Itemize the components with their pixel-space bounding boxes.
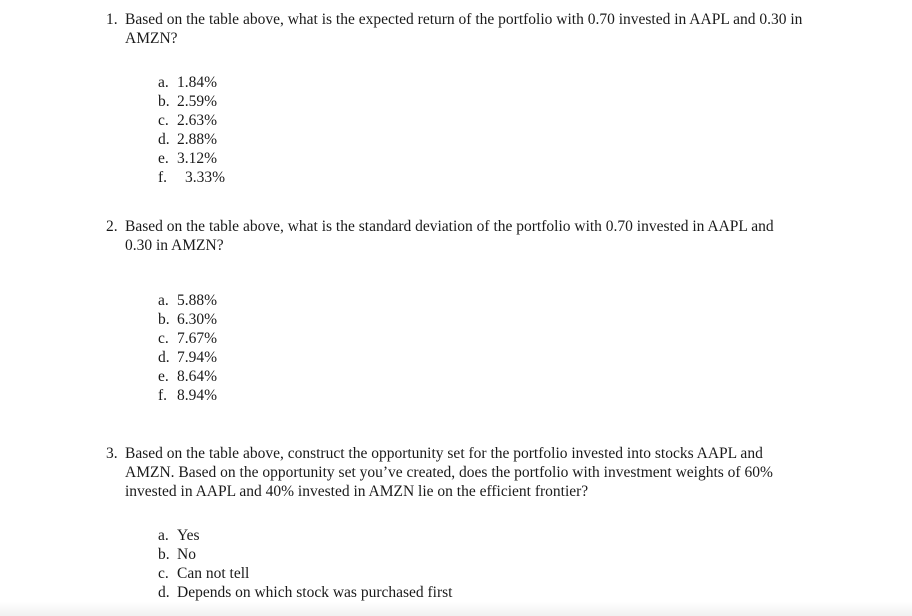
question-1 <box>106 10 806 187</box>
question-number: 1. <box>106 11 118 28</box>
option-letter: e. <box>158 150 169 167</box>
question-text: Based on the table above, what is the standard deviation of the portfolio with 0.70 invested in AAPL and 0.30 in AMZN? <box>125 218 774 254</box>
question-1-prompt <box>106 10 806 48</box>
option-text: Yes <box>177 527 200 544</box>
option-text: 2.88% <box>177 131 218 148</box>
question-3 <box>106 444 806 602</box>
question-number: 2. <box>106 218 118 235</box>
question-2-prompt <box>106 217 806 255</box>
option-text: 8.94% <box>177 387 218 404</box>
option-letter: c. <box>158 112 169 129</box>
option-letter: a. <box>158 292 169 309</box>
option-text: 3.33% <box>185 169 226 186</box>
option-letter: a. <box>158 527 169 544</box>
option-letter: b. <box>158 546 170 563</box>
option-text: 5.88% <box>177 292 218 309</box>
question-2 <box>106 217 806 405</box>
option-text: Can not tell <box>177 565 250 582</box>
option-text: 1.84% <box>177 74 218 91</box>
option-e <box>158 149 806 168</box>
option-letter: a. <box>158 74 169 91</box>
option-text: Depends on which stock was purchased first <box>177 584 453 601</box>
question-text: Based on the table above, construct the opportunity set for the portfolio invested into stocks AAPL and AMZN. Based on the opportunity set you’ve created, does the portfolio with investment weights of 60% invested in AAPL and 40% invested in AMZN lie on the efficient frontier? <box>125 445 773 500</box>
question-number: 3. <box>106 445 118 462</box>
option-f <box>158 386 806 405</box>
option-letter: b. <box>158 93 170 110</box>
option-a <box>158 526 806 545</box>
option-letter: f. <box>158 387 168 404</box>
option-d <box>158 130 806 149</box>
option-e <box>158 367 806 386</box>
option-b <box>158 310 806 329</box>
option-text: No <box>177 546 196 563</box>
option-text: 2.63% <box>177 112 218 129</box>
option-text: 2.59% <box>177 93 218 110</box>
answer-options <box>158 291 806 405</box>
option-b <box>158 545 806 564</box>
page-bottom-edge <box>0 602 912 616</box>
option-f <box>158 168 806 187</box>
answer-options <box>158 526 806 602</box>
option-text: 6.30% <box>177 311 218 328</box>
option-c <box>158 564 806 583</box>
question-3-prompt <box>106 444 806 501</box>
option-d <box>158 583 806 602</box>
option-letter: f. <box>158 169 168 186</box>
option-a <box>158 291 806 310</box>
option-letter: c. <box>158 565 169 582</box>
option-letter: b. <box>158 311 170 328</box>
option-letter: c. <box>158 330 169 347</box>
option-c <box>158 329 806 348</box>
option-d <box>158 348 806 367</box>
option-text: 3.12% <box>177 150 218 167</box>
answer-options <box>158 73 806 187</box>
option-letter: e. <box>158 368 169 385</box>
question-text: Based on the table above, what is the expected return of the portfolio with 0.70 invested in AAPL and 0.30 in AMZN? <box>125 11 803 47</box>
option-letter: d. <box>158 349 170 366</box>
option-text: 8.64% <box>177 368 218 385</box>
option-text: 7.67% <box>177 330 218 347</box>
option-letter: d. <box>158 584 170 601</box>
option-text: 7.94% <box>177 349 218 366</box>
option-letter: d. <box>158 131 170 148</box>
option-a <box>158 73 806 92</box>
option-b <box>158 92 806 111</box>
option-c <box>158 111 806 130</box>
